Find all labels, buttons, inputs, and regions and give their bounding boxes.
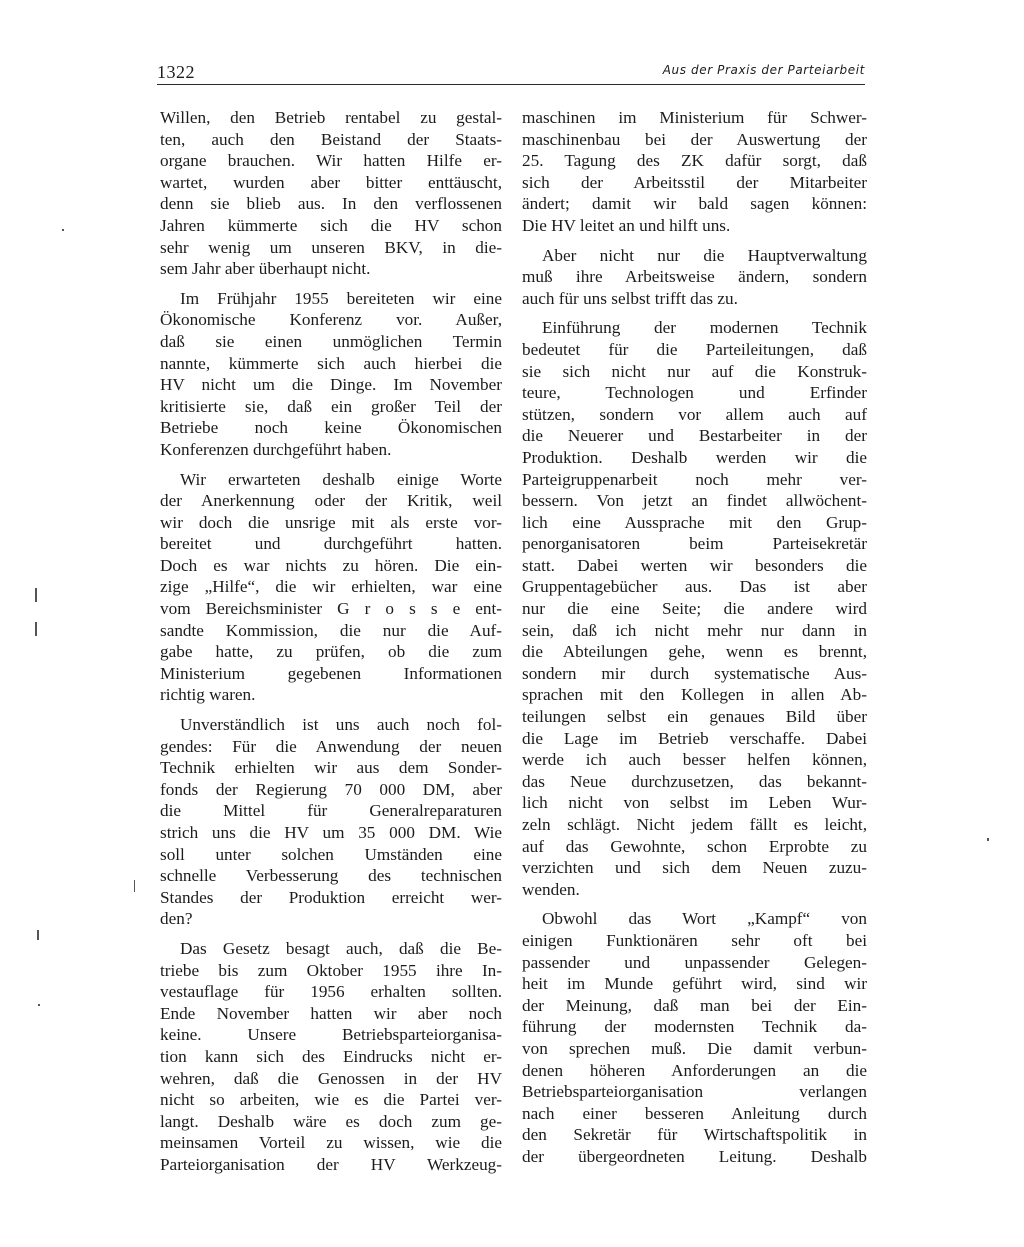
text-line: bereitet und durchgeführt hatten. (160, 534, 502, 554)
paragraph (160, 938, 502, 1176)
text-line: sehr wenig um unseren BKV, in die- (160, 237, 502, 257)
text-line: HV nicht um die Dinge. Im November (160, 375, 502, 395)
text-line: sondern mir durch systematische Aus- (522, 663, 867, 683)
text-line: wehren, daß die Genossen in der HV (160, 1068, 502, 1088)
paragraph-gap (160, 461, 502, 469)
text-line: die Abteilungen gehe, wenn es brennt, (522, 642, 867, 662)
text-line: den? (160, 909, 193, 929)
text-line: Parteiorganisation der HV Werkzeug- (160, 1154, 502, 1174)
scan-speck (62, 229, 64, 231)
text-line: Willen, den Betrieb rentabel zu gestal- (160, 108, 502, 127)
margin-mark (35, 588, 37, 602)
text-line: stützen, sondern vor allem auch auf (522, 404, 867, 424)
text-line: Einführung der modernen Technik (542, 318, 867, 338)
text-line: Standes der Produktion erreicht wer- (160, 887, 502, 907)
paragraph (522, 107, 867, 237)
text-line: kritisierte sie, daß ein großer Teil der (160, 396, 502, 416)
text-line: bessern. Von jetzt an findet allwöchent- (522, 491, 867, 511)
text-line: den Sekretär für Wirtschaftspolitik in (522, 1125, 867, 1145)
text-line: Betriebe noch keine Ökonomischen (160, 418, 502, 438)
text-line: passender und unpassender Gelegen- (522, 952, 867, 972)
text-line: Die HV leitet an und hilft uns. (522, 215, 731, 235)
text-line: gendes: Für die Anwendung der neuen (160, 736, 502, 756)
text-line: Im Frühjahr 1955 bereiteten wir eine (180, 288, 502, 308)
paragraph-gap (160, 930, 502, 938)
text-line: der Anerkennung oder der Kritik, weil (160, 491, 502, 511)
text-line: zige „Hilfe“, die wir erhielten, war eine (160, 577, 502, 597)
text-line: werde ich auch besser helfen können, (522, 750, 867, 770)
margin-mark (35, 622, 37, 636)
text-line: wir doch die unsrige mit als erste vor- (160, 512, 502, 532)
text-line: gabe hatte, zu prüfen, ob die zum (160, 642, 502, 662)
text-line: denen höheren Anforderungen an die (522, 1060, 867, 1080)
text-line: ändert; damit wir bald sagen können: (522, 194, 867, 214)
text-line: Wir erwarteten deshalb einige Worte (180, 469, 502, 489)
text-line: schnelle Verbesserung des technischen (160, 866, 502, 886)
text-line: sandte Kommission, die nur die Auf- (160, 620, 502, 640)
text-line: bedeutet für die Parteileitungen, daß (522, 339, 867, 359)
paragraph-gap (160, 706, 502, 714)
scan-speck (38, 1004, 40, 1006)
paragraph (160, 107, 502, 280)
text-line: wartet, wurden aber bitter enttäuscht, (160, 172, 502, 192)
text-line: vom Bereichsminister G r o s s e ent- (160, 599, 502, 619)
text-line: sem Jahr aber überhaupt nicht. (160, 259, 371, 279)
text-line: penorganisatoren beim Parteisekretär (522, 534, 867, 554)
text-line: 25. Tagung des ZK dafür sorgt, daß (522, 151, 867, 171)
paragraph-gap (522, 309, 867, 317)
text-line: Obwohl das Wort „Kampf“ von (542, 909, 867, 929)
running-head: Aus der Praxis der Parteiarbeit (662, 63, 865, 77)
text-line: die Neuerer und Bestarbeiter in der (522, 426, 867, 446)
paragraph (160, 288, 502, 461)
paragraph-gap (160, 280, 502, 288)
text-line: teilungen selbst ein genaues Bild über (522, 707, 867, 727)
text-line: das Neue durchzusetzen, das bekannt- (522, 771, 867, 791)
paragraph (160, 714, 502, 930)
text-line: teure, Technologen und Erfinder (522, 383, 867, 403)
text-line: Technik erhielten wir aus dem Sonder- (160, 758, 502, 778)
text-line: meinsamen Vorteil zu wissen, wie die (160, 1133, 502, 1153)
text-line: sich der Arbeitsstil der Mitarbeiter (522, 172, 867, 192)
left-column (160, 107, 502, 1176)
text-line: Doch es war nichts zu hören. Die ein- (160, 555, 502, 575)
text-line: sie sich nicht nur auf die Konstruk- (522, 361, 867, 381)
text-line: Das Gesetz besagt auch, daß die Be- (180, 938, 502, 958)
paragraph (522, 908, 867, 1167)
text-line: maschinen im Ministerium für Schwer- (522, 108, 867, 127)
text-line: auf das Gewohnte, schon Erprobte zu (522, 836, 867, 856)
text-line: lich nicht von selbst im Leben Wur- (522, 793, 867, 813)
text-line: muß ihre Arbeitsweise ändern, sondern (522, 267, 867, 287)
text-line: führung der modernsten Technik da- (522, 1017, 867, 1037)
margin-mark (134, 880, 135, 892)
paragraph (522, 245, 867, 310)
text-line: nur die eine Seite; die andere wird (522, 599, 867, 619)
text-line: von sprechen muß. Die damit verbun- (522, 1038, 867, 1058)
text-line: wenden. (522, 879, 580, 899)
text-line: Ende November hatten wir aber noch (160, 1003, 502, 1023)
text-line: organe brauchen. Wir hatten Hilfe er- (160, 151, 502, 171)
text-line: der Meinung, daß man bei der Ein- (522, 995, 867, 1015)
text-line: auch für uns selbst trifft das zu. (522, 288, 738, 308)
text-line: langt. Deshalb wäre es doch zum ge- (160, 1111, 502, 1131)
text-line: Produktion. Deshalb werden wir die (522, 447, 867, 467)
page-header (157, 58, 865, 85)
text-line: heit im Munde geführt wird, sind wir (522, 974, 867, 994)
text-line: Konferenzen durchgeführt haben. (160, 439, 392, 459)
text-line: fonds der Regierung 70 000 DM, aber (160, 779, 502, 799)
text-line: einigen Funktionären sehr oft bei (522, 930, 867, 950)
page-number: 1322 (157, 62, 195, 82)
text-line: Ministerium gegebenen Informationen (160, 663, 502, 683)
text-line: Gruppentagebücher aus. Das ist aber (522, 577, 867, 597)
paragraph (522, 317, 867, 900)
text-line: die Lage im Betrieb verschaffe. Dabei (522, 728, 867, 748)
text-line: daß sie einen unmöglichen Termin (160, 331, 502, 351)
text-line: Ökonomische Konferenz vor. Außer, (160, 310, 502, 330)
text-line: lich eine Aussprache mit den Grup- (522, 512, 867, 532)
text-line: soll unter solchen Umständen eine (160, 844, 502, 864)
text-line: nach einer besseren Anleitung durch (522, 1103, 867, 1123)
scan-speck (987, 838, 989, 841)
text-line: richtig waren. (160, 685, 256, 705)
paragraph-gap (522, 237, 867, 245)
text-line: zeln schlägt. Nicht jedem fällt es leicht, (522, 815, 867, 834)
text-line: denn sie blieb aus. In den verflossenen (160, 194, 502, 214)
text-line: nannte, kümmerte sich auch hierbei die (160, 353, 502, 373)
text-line: tion kann sich des Eindrucks nicht er- (160, 1046, 502, 1066)
text-line: sprachen mit den Kollegen in allen Ab- (522, 685, 867, 705)
text-line: Unverständlich ist uns auch noch fol- (180, 715, 502, 735)
text-line: keine. Unsere Betriebsparteiorganisa- (160, 1025, 502, 1045)
text-line: sein, daß ich nicht mehr nur dann in (522, 620, 867, 640)
text-line: triebe bis zum Oktober 1955 ihre In- (160, 960, 502, 980)
text-line: Aber nicht nur die Hauptverwaltung (542, 245, 867, 265)
text-line: verzichten und sich dem Neuen zuzu- (522, 858, 867, 878)
text-line: Parteigruppenarbeit noch mehr ver- (522, 469, 867, 489)
text-line: vestauflage für 1956 erhalten sollten. (160, 982, 502, 1002)
text-line: maschinenbau bei der Auswertung der (522, 129, 867, 149)
text-line: Jahren kümmerte sich die HV schon (160, 215, 502, 235)
text-line: statt. Dabei werten wir besonders die (522, 555, 867, 575)
text-line: nicht so arbeiten, wie es die Partei ver- (160, 1090, 502, 1110)
text-line: ten, auch den Beistand der Staats- (160, 129, 502, 149)
text-line: der übergeordneten Leitung. Deshalb (522, 1146, 867, 1166)
text-line: die Mittel für Generalreparaturen (160, 801, 502, 821)
margin-mark (37, 930, 39, 940)
text-line: strich uns die HV um 35 000 DM. Wie (160, 823, 502, 842)
text-line: Betriebsparteiorganisation verlangen (522, 1082, 867, 1102)
paragraph-gap (522, 900, 867, 908)
paragraph (160, 469, 502, 707)
right-column (522, 107, 867, 1168)
